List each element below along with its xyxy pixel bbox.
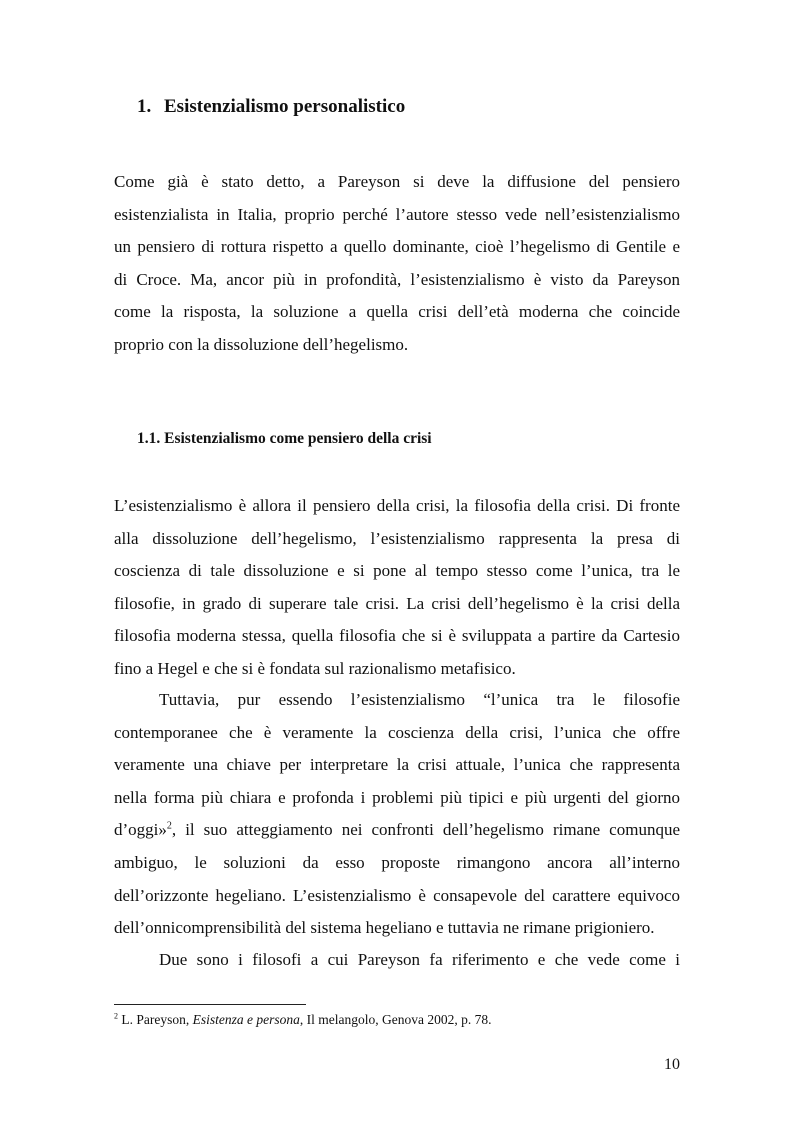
paragraph-line: proprio con la dissoluzione dell’hegelismo. [114,334,409,354]
paragraph-line: alla dissoluzione dell’hegelismo, l’esistenzialismo rappresenta la presa di [114,528,680,548]
footnote-marker: 2 [114,1011,118,1021]
paragraph-line: contemporanee che è veramente la coscienza della crisi, l’unica che offre [114,722,680,742]
paragraph-line: di Croce. Ma, ancor più in profondità, l’esistenzialismo è visto da Pareyson [114,269,680,289]
paragraph-intro [114,166,680,362]
paragraph-line: esistenzialista in Italia, proprio perché l’autore stesso vede nell’esistenzialismo [114,204,680,224]
paragraph-line: come la risposta, la soluzione a quella crisi dell’età moderna che coincide [114,302,680,322]
footnote [114,1012,491,1028]
page-number: 10 [664,1056,680,1073]
footnote-details: , Il melangolo, Genova 2002, p. 78. [299,1012,492,1027]
chapter-heading [137,96,405,118]
paragraph-line-with-note [114,814,680,847]
paragraph-line: ambiguo, le soluzioni da esso proposte rimangono ancora all’interno [114,852,680,872]
paragraph-line: Due sono i filosofi a cui Pareyson fa riferimento e che vede come i [159,950,680,969]
footnote-title: Esistenza e persona [192,1012,300,1027]
text-segment: , il suo atteggiamento nei confronti dell’hegelismo rimane comunque [171,820,680,840]
paragraph-line: dell’onnicomprensibilità del sistema hegeliano e tuttavia ne rimane prigioniero. [114,918,655,938]
paragraph-line: L’esistenzialismo è allora il pensiero della crisi, la filosofia della crisi. Di fronte [114,496,680,515]
chapter-title: Esistenzialismo personalistico [164,96,406,117]
footnote-reference[interactable]: 2 [166,820,172,832]
paragraph-line: Come già è stato detto, a Pareyson si deve la diffusione del pensiero [114,172,680,191]
paragraph-line: veramente una chiave per interpretare la crisi attuale, l’unica che rappresenta [114,755,680,775]
footnote-divider [114,1004,306,1005]
paragraph-line: dell’orizzonte hegeliano. L’esistenzialismo è consapevole del carattere equivoco [114,885,680,905]
paragraph-tuttavia [114,684,680,945]
text-segment: d’oggi» [114,820,167,840]
paragraph-crisis [114,490,680,686]
paragraph-line: coscienza di tale dissoluzione e si pone al tempo stesso come l’unica, tra le [114,561,680,581]
paragraph-line: filosofie, in grado di superare tale crisi. La crisi dell’hegelismo è la crisi della [114,593,680,613]
paragraph-line: Tuttavia, pur essendo l’esistenzialismo “l’unica tra le filosofie [159,690,680,709]
paragraph-line: fino a Hegel e che si è fondata sul razionalismo metafisico. [114,658,516,678]
chapter-number: 1. [137,96,152,117]
paragraph-line: un pensiero di rottura rispetto a quello dominante, cioè l’hegelismo di Gentile e [114,237,680,257]
paragraph-line: filosofia moderna stessa, quella filosofia che si è sviluppata a partire da Cartesio [114,626,680,646]
paragraph-due [114,944,680,977]
footnote-author: L. Pareyson, [121,1012,193,1027]
section-heading: 1.1. Esistenzialismo come pensiero della crisi [137,430,432,447]
paragraph-line: nella forma più chiara e profonda i problemi più tipici e più urgenti del giorno [114,787,680,807]
